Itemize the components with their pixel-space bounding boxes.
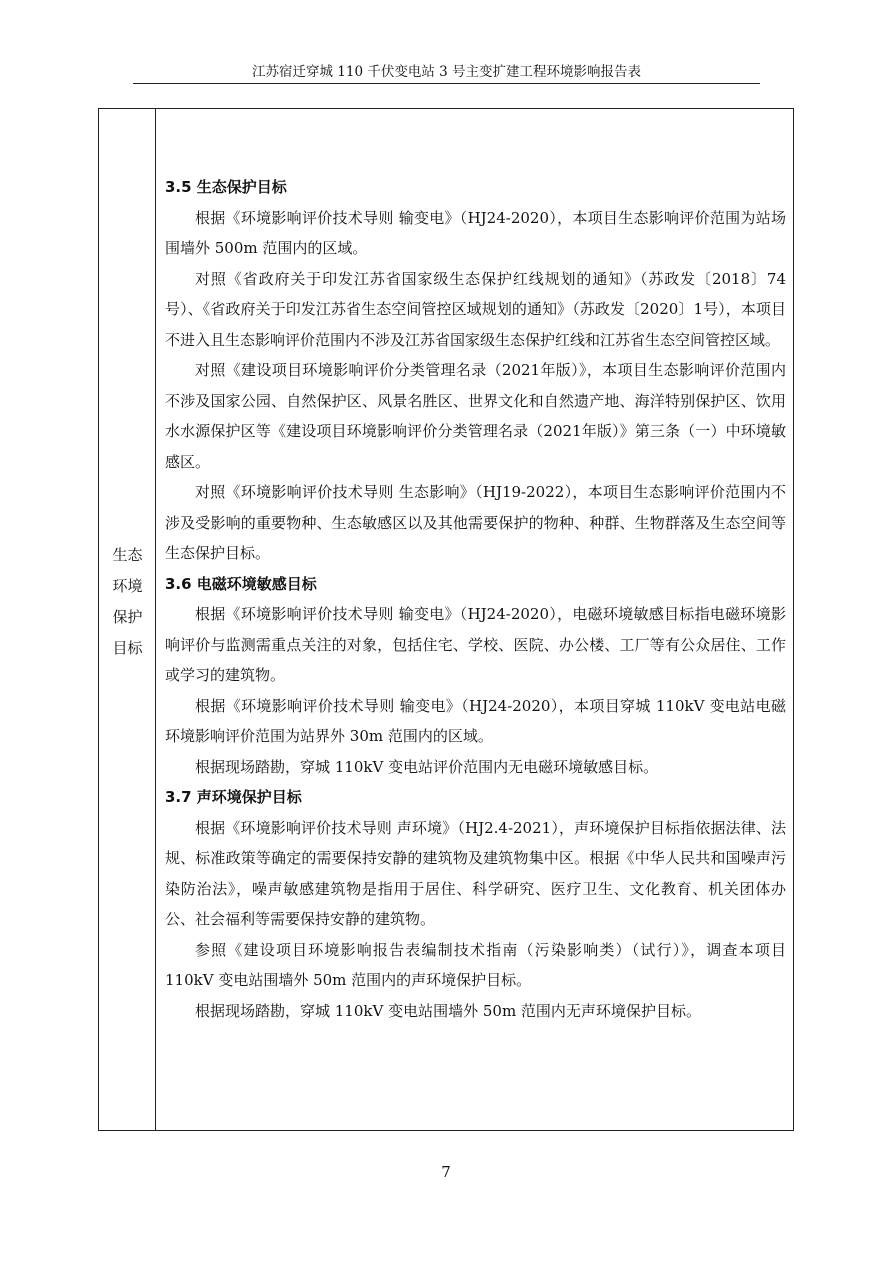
paragraph: 根据现场踏勘，穿城 110kV 变电站评价范围内无电磁环境敏感目标。 (195, 757, 659, 776)
row-label-line: 环境 (112, 577, 143, 595)
page-number: 7 (441, 1163, 451, 1181)
paragraph: 对照《环境影响评价技术导则 生态影响》（HJ19-2022），本项目生态影响评价范围内不涉及受影响的重要物种、生态敏感区以及其他需要保护的物种、种群、生物群落及生态空间等生态保护目标。 (165, 483, 786, 562)
content-cell (165, 172, 786, 1026)
paragraph: 根据《环境影响评价技术导则 输变电》（HJ24-2020），电磁环境敏感目标指电磁环境影响评价与监测需重点关注的对象，包括住宅、学校、医院、办公楼、工厂等有公众居住、工作或学习的建筑物。 (165, 605, 786, 684)
header-rule (133, 83, 760, 84)
paragraph: 根据《环境影响评价技术导则 声环境》（HJ2.4-2021），声环境保护目标指依据法律、法规、标准政策等确定的需要保持安静的建筑物及建筑物集中区。根据《中华人民共和国噪声污染防治法》，噪声敏感建筑物是指用于居住、科学研究、医疗卫生、文化教育、机关团体办公、社会福利等需要保持安静的建筑物。 (165, 818, 786, 928)
paragraph: 根据《环境影响评价技术导则 输变电》（HJ24-2020），本项目生态影响评价范围为站场围墙外 500m 范围内的区域。 (165, 208, 786, 257)
paragraph: 对照《建设项目环境影响评价分类管理名录（2021年版）》，本项目生态影响评价范围内不涉及国家公园、自然保护区、风景名胜区、世界文化和自然遗产地、海洋特别保护区、饮用水水源保护区等《建设项目环境影响评价分类管理名录（2021年版）》第三条（一）中环境敏感区。 (165, 361, 786, 471)
row-label-line: 目标 (112, 639, 143, 657)
paragraph: 根据现场踏勘，穿城 110kV 变电站围墙外 50m 范围内无声环境保护目标。 (195, 1001, 701, 1020)
paragraph: 根据《环境影响评价技术导则 输变电》（HJ24-2020），本项目穿城 110kV 变电站电磁环境影响评价范围为站界外 30m 范围内的区域。 (165, 696, 786, 745)
paragraph: 对照《省政府关于印发江苏省国家级生态保护红线规划的通知》（苏政发〔2018〕74 号）、《省政府关于印发江苏省生态空间管控区域规划的通知》（苏政发〔2020〕1号），本项目不进入且生态影响评价范围内不涉及江苏省国家级生态保护红线和江苏省生态空间管控区域。 (165, 269, 786, 349)
section-heading-ecology: 3.5 生态保护目标 (165, 178, 287, 196)
section-heading-acoustic: 3.7 声环境保护目标 (165, 788, 302, 806)
row-label-line: 保护 (112, 608, 143, 626)
section-heading-electromagnetic: 3.6 电磁环境敏感目标 (165, 574, 317, 593)
row-label-cell (100, 540, 155, 664)
page-header-title: 江苏宿迁穿城 110 千伏变电站 3 号主变扩建工程环境影响报告表 (251, 64, 642, 80)
row-label-line: 生态 (112, 546, 143, 564)
paragraph: 参照《建设项目环境影响报告表编制技术指南（污染影响类）（试行）》，调查本项目110kV 变电站围墙外 50m 范围内的声环境保护目标。 (165, 940, 786, 989)
column-divider (155, 108, 156, 1131)
